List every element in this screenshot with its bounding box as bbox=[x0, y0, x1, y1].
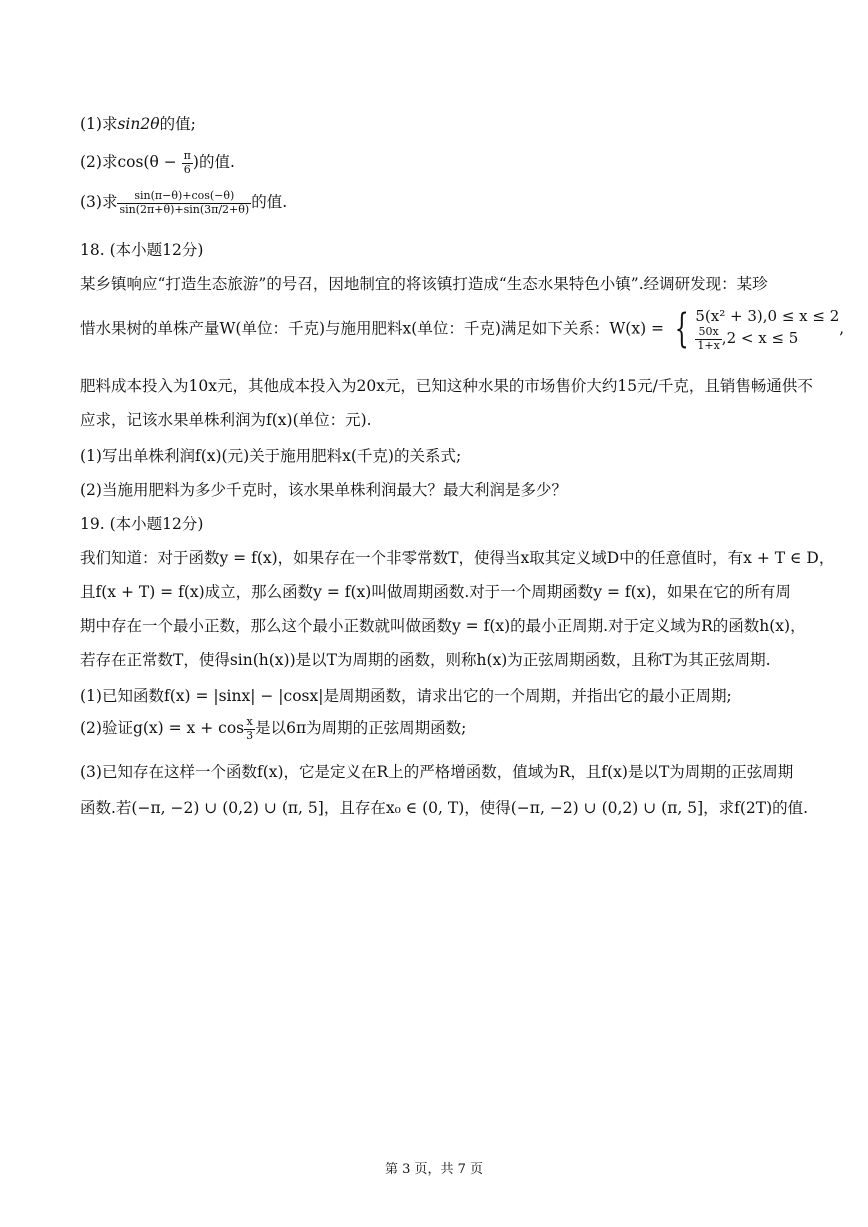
q18-part1: (1)写出单株利润f(x)(元)关于施用肥料x(千克)的关系式; bbox=[80, 447, 462, 465]
q19-part1: (1)已知函数f(x) = |sinx| − |cosx|是周期函数，请求出它的一个周期，并指出它的最小正周期; bbox=[80, 687, 732, 705]
q19-part2: (2)验证g(x) = x + cos $\frac{x}{3}$ 是以6π为周期的正弦周期函数; bbox=[80, 715, 467, 742]
q19-part3-line1: (3)已知存在这样一个函数f(x)，它是定义在R上的严格增函数，值域为R，且f(x)是以T为周期的正弦周期 bbox=[80, 763, 794, 781]
q19-part2-fraction: $\frac{x}{3}$ bbox=[246, 715, 254, 742]
q18-part2: (2)当施用肥料为多少千克时，该水果单株利润最大？最大利润是多少？ bbox=[80, 481, 567, 499]
q17-part3: (3)求 $\frac{\sin(\pi-\theta)+\cos(-\theta)}{\sin(2\pi+\theta)+\sin(3\pi/2+\theta)}$ 的值. bbox=[80, 189, 288, 216]
piecewise-brace: { bbox=[674, 306, 689, 353]
q18-paragraph-line1: 某乡镇响应“打造生态旅游”的号召，因地制宜的将该镇打造成“生态水果特色小镇”.经调研发现：某珍 bbox=[80, 275, 768, 293]
q19-paragraph-line3: 期中存在一个最小正数，那么这个最小正数就叫做函数y = f(x)的最小正周期.对于定义域为R的函数h(x)， bbox=[80, 617, 806, 635]
q18-case2-fraction: $\frac{50x}{1+x}$ bbox=[697, 325, 720, 352]
q17-part2-fraction: $\frac{\pi}{6}$ bbox=[183, 149, 191, 176]
q18-paragraph-line4: 应求，记该水果单株利润为f(x)(单位：元). bbox=[80, 411, 372, 429]
q17-part2: (2)求cos(θ − $\frac{\pi}{6}$ )的值. bbox=[80, 149, 235, 176]
q17-part1: (1)求sin2θ的值; bbox=[80, 115, 196, 133]
piecewise-cases: 5(x² + 3),0 ≤ x ≤ 2 $\frac{50x}{1+x}$ ,2 < x ≤ 5 bbox=[695, 307, 840, 352]
q18-paragraph-line3: 肥料成本投入为10x元，其他成本投入为20x元，已知这种水果的市场售价大约15元/千克，且销售畅通供不 bbox=[80, 377, 813, 395]
q19-paragraph-line4: 若存在正常数T，使得sin(h(x))是以T为周期的函数，则称h(x)为正弦周期函数，且称T为其正弦周期. bbox=[80, 651, 771, 669]
q19-paragraph-line2: 且f(x + T) = f(x)成立，那么函数y = f(x)叫做周期函数.对于一个周期函数y = f(x)，如果在它的所有周 bbox=[80, 583, 791, 601]
q17-part3-fraction: $\frac{\sin(\pi-\theta)+\cos(-\theta)}{\sin(2\pi+\theta)+\sin(3\pi/2+\theta)}$ bbox=[119, 189, 250, 216]
q18-paragraph-line2: 惜水果树的单株产量W(单位：千克)与施用肥料x(单位：千克)满足如下关系：W(x) = { 5(x² + 3),0 ≤ x ≤ 2 $\frac{50x}{1+x}$ ,2 < x ≤ 5 , bbox=[80, 306, 845, 353]
q19-part3-line2: 函数.若(−π, −2) ∪ (0,2) ∪ (π, 5]，且存在x₀ ∈ (0, T)，使得(−π, −2) ∪ (0,2) ∪ (π, 5]，求f(2T)的值. bbox=[80, 799, 809, 817]
q19-header: 19. (本小题12分) bbox=[80, 515, 204, 533]
page-footer: 第 3 页，共 7 页 bbox=[384, 1162, 484, 1177]
q18-header: 18. (本小题12分) bbox=[80, 241, 204, 259]
q19-paragraph-line1: 我们知道：对于函数y = f(x)，如果存在一个非零常数T，使得当x取其定义域D中的任意值时，有x + T ∈ D， bbox=[80, 549, 835, 567]
